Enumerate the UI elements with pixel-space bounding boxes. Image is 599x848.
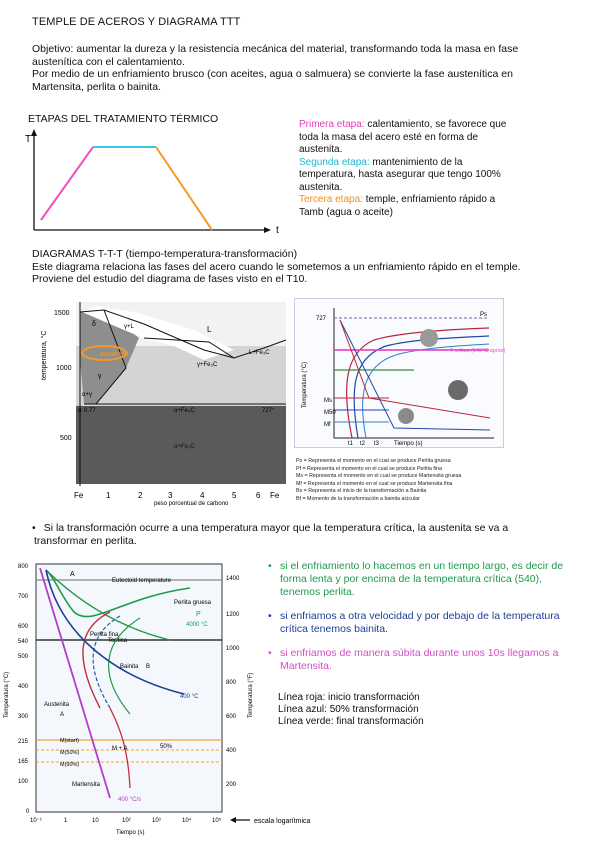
stages-description — [299, 119, 559, 219]
ytick-165: 165 — [18, 759, 29, 765]
region-b-label: B — [146, 664, 151, 670]
ytick-100: 100 — [18, 779, 29, 785]
cooling-bullets — [268, 560, 578, 684]
ttt-legend-item: Mf = Representa el momento en el cual se produce Martensita fina — [296, 480, 453, 487]
cooling-ylabel-left: Temperatura (°C) — [4, 671, 10, 718]
cooling-ylabel-right: Temperatura (°F) — [248, 672, 254, 718]
stages-y-axis-label: T — [25, 134, 32, 145]
ttt-t1-label: t1 — [348, 441, 354, 447]
xtick-fe-left: Fe — [74, 491, 84, 500]
ytick-800: 800 — [18, 564, 29, 570]
ytick-1500: 1500 — [54, 310, 70, 317]
ytick-600: 600 — [18, 624, 29, 630]
region-gamma-l: γ+L — [124, 324, 134, 330]
rtick-1400: 1400 — [226, 576, 240, 582]
ttt-critical-annotation: T crítica (540°C aprox) — [450, 348, 506, 354]
bullet-bainite — [268, 610, 578, 636]
transform-line-2: transformar en perlita. — [34, 534, 137, 547]
bainite-rate-label: 400 °C — [180, 694, 199, 700]
m-start-label: M(start) — [60, 738, 79, 744]
critical-temp-label: Tcrítica — [108, 638, 128, 644]
fine-pearlite-label: Perlita fina — [90, 632, 119, 638]
bullet-dot: • — [268, 560, 272, 572]
objective-line-4: Martensita, perlita o bainita. — [32, 80, 161, 93]
stages-x-axis-label: t — [276, 225, 279, 236]
xtick-1000: 10³ — [152, 818, 161, 824]
first-stage-text-2: toda la masa del acero esté en forma de — [299, 131, 478, 143]
third-stage-label: Tercera etapa: — [299, 194, 363, 205]
region-a-top: A — [70, 571, 75, 578]
bullet-martensite-text: si enfriamos de manera súbita durante unos 10s llegamos a Martensita. — [280, 647, 559, 672]
rtick-400: 400 — [226, 748, 237, 754]
xtick-2: 2 — [138, 491, 143, 500]
rtick-1000: 1000 — [226, 646, 240, 652]
second-stage-text-2: temperatura, hasta asegurar que tengo 100% — [299, 169, 501, 180]
ttt-heading: DIAGRAMAS T-T-T (tiempo-temperatura-transformación) — [32, 248, 298, 260]
bainite-micrograph — [448, 380, 468, 400]
fifty-percent-label: 50% — [160, 744, 173, 750]
eutectoid-comp-label: 0.77 — [84, 408, 96, 414]
bullet-martensite — [268, 647, 578, 673]
austenite-highlight-label: austenita — [100, 351, 129, 358]
ytick-500: 500 — [18, 654, 29, 660]
ytick-300: 300 — [18, 714, 29, 720]
m-90-label: M(90%) — [60, 762, 80, 768]
bullet-bainite-text: si enfriamos a otra velocidad y por debajo de la temperatura crítica tenemos bainita. — [280, 610, 560, 635]
region-alpha-fe3c-upper: α+Fe₃C — [174, 408, 195, 414]
ytick-215: 215 — [18, 739, 29, 745]
eutectoid-temp-label: 727° — [262, 408, 275, 414]
ttt-legend-item: Bs = Representa el inicio de la transformación a Bainita — [296, 488, 427, 494]
martensite-rate-label: 400 °C/s — [118, 797, 142, 803]
log-scale-text: escala logarítmica — [254, 818, 311, 825]
xtick-4: 4 — [200, 491, 205, 500]
ttt-legend — [296, 458, 524, 503]
first-stage-text-1: calentamiento, se favorece que — [364, 119, 507, 130]
ytick-1000: 1000 — [56, 365, 72, 372]
m-plus-a-label: M + A — [112, 746, 128, 752]
third-stage-text-1: temple, enfriamiento rápido a — [362, 194, 496, 205]
ttt-ms-label: Ms — [324, 398, 332, 404]
first-stage-label: Primera etapa: — [299, 119, 365, 130]
ttt-line-1: Este diagrama relaciona las fases del acero cuando le sometemos a un enfriamiento rápido en el temple. — [32, 260, 521, 273]
austenite-label: Austenita — [44, 702, 70, 708]
stage-3-quench-line — [156, 147, 212, 230]
cooling-transformation-diagram — [0, 558, 262, 840]
fe-c-phase-diagram — [34, 300, 289, 505]
xtick-10000: 10⁴ — [182, 818, 192, 824]
bainite-label: Bainita — [120, 664, 139, 670]
ttt-line-2: Proviene del estudio del diagrama de fases visto en el T10. — [32, 273, 308, 285]
xtick-1: 1 — [106, 491, 111, 500]
rtick-200: 200 — [226, 782, 237, 788]
ttt-mf-label: Mf — [324, 422, 331, 428]
second-stage-label: Segunda etapa: — [299, 156, 370, 168]
ytick-0: 0 — [26, 809, 30, 815]
rtick-800: 800 — [226, 680, 237, 686]
objective-line-1: Objetivo: aumentar la dureza y la resistencia mecánica del material, transformando toda la masa en fase — [32, 43, 519, 55]
second-stage-text-1: mantenimiento de la — [369, 156, 463, 168]
ttt-legend-item: Ps = Representa el momento en el cual se produce Perlita gruesa — [296, 458, 451, 464]
objective-line-3: Por medio de un enfriamiento brusco (con aceites, agua o salmuera) se convierte la fase austenítica en — [32, 68, 513, 80]
ytick-400: 400 — [18, 684, 29, 690]
ttt-section — [32, 248, 577, 286]
xtick-5: 5 — [232, 491, 237, 500]
phase-diagram-ylabel: temperatura, °C — [41, 330, 48, 380]
xtick-100: 10² — [122, 818, 131, 824]
xtick-0.1: 10⁻¹ — [30, 818, 42, 824]
m-50-label: M(50%) — [60, 750, 80, 756]
blue-line-legend: Línea azul: 50% transformación — [278, 704, 419, 715]
ttt-legend-item: Bf = Momento de la transformación a bainita acicular — [296, 495, 420, 502]
martensite-micrograph — [398, 408, 414, 424]
martensite-label: Martensita — [72, 782, 101, 788]
page-title: TEMPLE DE ACEROS Y DIAGRAMA TTT — [32, 16, 241, 28]
xtick-10: 10 — [92, 818, 99, 824]
ttt-727-label: 727 — [316, 316, 327, 322]
bullet-perlite-text: si el enfriamiento lo hacemos en un tiempo largo, es decir de forma lenta y por encima de la temperatura crítica (540), tenemos perlita. — [280, 560, 564, 598]
ttt-t2-label: t2 — [360, 441, 366, 447]
region-a-lower: A — [60, 712, 65, 718]
ttt-curve-diagram — [294, 298, 504, 448]
region-l: L — [207, 325, 212, 334]
xtick-1: 1 — [64, 818, 68, 824]
transform-paragraph — [32, 522, 577, 547]
ttt-ylabel: Temperatura (°C) — [302, 361, 308, 408]
rtick-600: 600 — [226, 714, 237, 720]
rtick-1200: 1200 — [226, 612, 240, 618]
xtick-3: 3 — [168, 491, 173, 500]
region-alpha-gamma: α+γ — [82, 392, 92, 398]
first-stage-text-3: austenita. — [299, 144, 343, 155]
ytick-500: 500 — [60, 435, 72, 442]
bullet-dot: • — [268, 647, 272, 659]
objective-line-2: austenítica con el calentamiento. — [32, 55, 185, 68]
xtick-100000: 10⁵ — [212, 818, 222, 824]
region-gamma-fe3c: γ+Fe₃C — [197, 362, 218, 368]
heat-treatment-stages-chart — [26, 124, 288, 236]
coarse-pearlite-label: Perlita gruesa — [174, 600, 212, 606]
xtick-fe-right: Fe — [270, 491, 280, 500]
region-alpha: α — [78, 408, 82, 414]
pearlite-micrograph — [420, 329, 438, 347]
ttt-ps-label: Ps — [480, 312, 488, 318]
transform-line-1: Si la transformación ocurre a una temperatura mayor que la temperatura crítica, la austenita se va a — [43, 522, 509, 534]
phase-diagram-xlabel: peso porcentual de carbono — [154, 501, 229, 507]
region-alpha-fe3c: α+Fe₃C — [174, 444, 195, 450]
region-gamma: γ — [98, 373, 102, 380]
bullet-dot: • — [32, 522, 36, 534]
red-line-legend: Línea roja: inicio transformación — [278, 692, 420, 703]
stages-heading: ETAPAS DEL TRATAMIENTO TÉRMICO — [28, 113, 219, 125]
region-delta: δ — [92, 321, 96, 328]
pearlite-rate-label: 4000 °C — [186, 622, 208, 628]
ttt-legend-item: Pf = Representa el momento en el cual se produce Perlita fina — [296, 465, 442, 472]
ytick-700: 700 — [18, 594, 29, 600]
second-stage-text-3: austenita. — [299, 181, 343, 193]
ytick-540: 540 — [18, 639, 29, 645]
ttt-t3-label: t3 — [374, 441, 380, 447]
bullet-perlite — [268, 560, 578, 599]
cooling-xlabel: Tiempo (s) — [116, 830, 145, 836]
third-stage-text-2: Tamb (agua o aceite) — [299, 206, 393, 218]
log-scale-annotation — [230, 812, 330, 828]
ttt-legend-item: Ms = Representa el momento en el cual se produce Martensita gruesa — [296, 473, 462, 479]
green-line-legend: Línea verde: final transformación — [278, 716, 424, 727]
bullet-dot: • — [268, 610, 272, 622]
stage-1-heating-line — [41, 147, 93, 220]
objective-paragraph — [32, 43, 577, 93]
region-l-fe3c: L+Fe₃C — [249, 350, 270, 356]
xtick-6: 6 — [256, 491, 261, 500]
ttt-xlabel: Tiempo (s) — [394, 441, 423, 447]
pearlite-marker: P — [196, 611, 201, 618]
ttt-m50-label: M50 — [324, 410, 336, 416]
line-color-legend — [278, 692, 578, 728]
eutectoid-temp-label: Eutectoid temperature — [112, 578, 172, 584]
